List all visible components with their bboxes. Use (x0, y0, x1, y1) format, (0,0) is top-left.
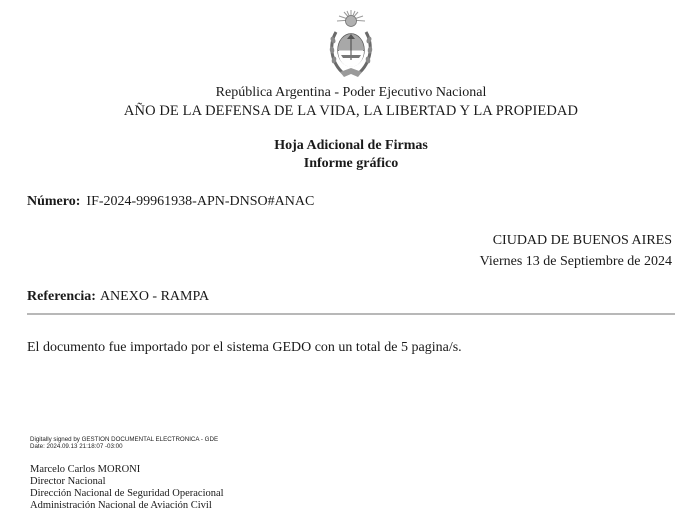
signer-directorate: Dirección Nacional de Seguridad Operacional (30, 488, 224, 499)
digital-signature-date: Date: 2024.09.13 21:18:07 -03:00 (30, 443, 123, 450)
document-title: Hoja Adicional de Firmas (274, 138, 428, 153)
coat-of-arms-emblem-icon (326, 8, 376, 82)
year-motto: AÑO DE LA DEFENSA DE LA VIDA, LA LIBERTAD Y LA PROPIEDAD (123, 103, 579, 119)
city: CIUDAD DE BUENOS AIRES (492, 233, 672, 248)
divider (27, 313, 675, 315)
numero-label: Número: (27, 194, 81, 209)
signer-block (30, 464, 224, 512)
document-date: Viernes 13 de Septiembre de 2024 (479, 254, 672, 269)
signer-role: Director Nacional (30, 476, 106, 487)
signer-name: Marcelo Carlos MORONI (30, 464, 141, 475)
body-text: El documento fue importado por el sistema GEDO con un total de 5 pagina/s. (27, 340, 462, 355)
document-number (27, 194, 314, 210)
referencia-value: ANEXO - RAMPA (99, 289, 210, 304)
digital-signature-signed-by: Digitally signed by GESTION DOCUMENTAL ELECTRONICA - GDE (30, 436, 219, 443)
numero-value: IF-2024-99961938-APN-DNSO#ANAC (86, 194, 315, 209)
digital-signature-stamp (30, 436, 218, 450)
signer-agency: Administración Nacional de Aviación Civil (30, 500, 212, 511)
document-subtitle: Informe gráfico (303, 156, 399, 171)
reference (27, 289, 209, 305)
government-header: República Argentina - Poder Ejecutivo Nacional (215, 85, 487, 100)
referencia-label: Referencia: (27, 289, 96, 304)
